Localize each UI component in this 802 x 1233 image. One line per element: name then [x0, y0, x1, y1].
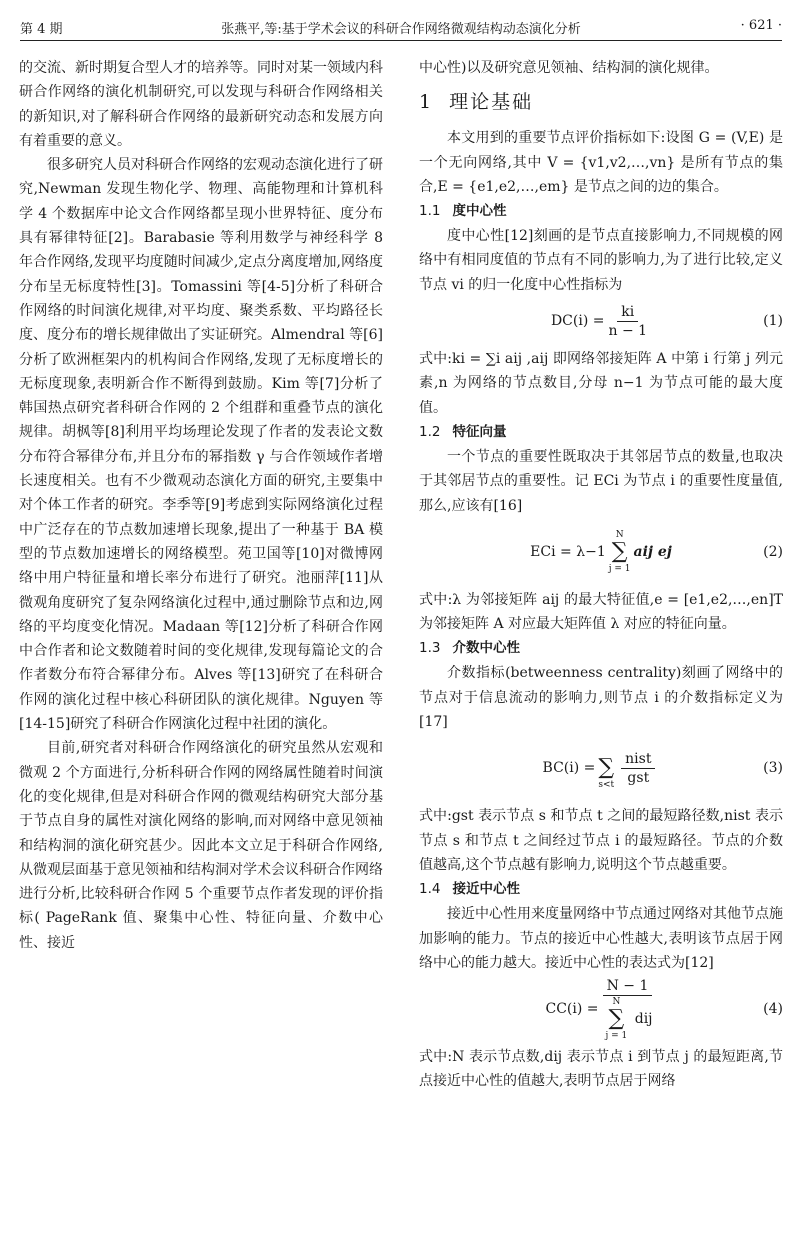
- sum-sign: ∑: [608, 1005, 625, 1031]
- denominator-term: dij: [634, 1010, 653, 1027]
- equation-lhs: ECi = λ−1: [530, 543, 606, 560]
- sum-upper: N: [615, 529, 624, 540]
- section-title: 理论基础: [449, 91, 534, 114]
- sum-sign: ∑: [598, 755, 615, 781]
- subsection-number: 1.1: [419, 203, 441, 220]
- sum-sign: ∑: [611, 538, 628, 564]
- fraction-numerator: ki: [617, 303, 638, 322]
- sum-lower: j = 1: [605, 1030, 628, 1041]
- paragraph: 度中心性[12]刻画的是节点直接影响力,不同规模的网络中有相同度值的节点有不同的影响力,为了进行比较,定义节点 vi 的归一化度中心性指标为: [419, 228, 783, 293]
- paragraph: 式中:ki = ∑i aij ,aij 即网络邻接矩阵 A 中第 i 行第 j 列元素,n 为网络的节点数目,分母 n−1 为节点可能的最大度值。: [419, 351, 783, 416]
- equation-fraction: [608, 303, 647, 340]
- paragraph: 本文用到的重要节点评价指标如下:设图 G = (V,E) 是一个无向网络,其中 V = {v1,v2,…,vn} 是所有节点的集合,E = {e1,e2,…,em} 是节点之间的边的集合。: [419, 130, 783, 195]
- paragraph: 介数指标(betweenness centrality)刻画了网络中的节点对于信息流动的影响力,则节点 i 的介数指标定义为[17]: [419, 665, 783, 731]
- subsection-number: 1.3: [419, 640, 441, 657]
- subsection-number: 1.4: [419, 881, 441, 898]
- running-header: [20, 6, 782, 41]
- paragraph: 式中:N 表示节点数,dij 表示节点 i 到节点 j 的最短距离,节点接近中心性的值越大,表明节点居于网络: [419, 1049, 783, 1090]
- subsection-heading: [419, 637, 783, 660]
- summation: [609, 529, 631, 575]
- section-heading: [419, 86, 783, 118]
- equation-fraction: [621, 750, 655, 787]
- subsection-title: 接近中心性: [452, 881, 520, 898]
- equation-lhs: CC(i) =: [545, 1000, 599, 1017]
- paragraph: 目前,研究者对科研合作网络演化的研究虽然从宏观和微观 2 个方面进行,分析科研合作网的网络属性随着时间演化的变化规律,但是对科研合作网的微观结构研究大部分基于节点自身的属性对演化网络的影响,而对网络中意见领袖和结构洞的演化研究甚少。因此本文立足于科研合作网络,从微观层面基于意见领袖和结构洞对学术会议科研合作网络进行分析,比较科研合作网 5 个重要节点作者发现的评价指标( PageRank 值、聚集中心性、特征向量、介数中心性、接近: [19, 740, 383, 951]
- subsection-heading: [419, 200, 783, 223]
- equation-2: [419, 522, 783, 582]
- right-column: [419, 56, 783, 1094]
- sum-lower: s<t: [598, 780, 615, 791]
- subsection-title: 特征向量: [452, 423, 507, 440]
- paragraph: 式中:gst 表示节点 s 和节点 t 之间的最短路径数,nist 表示节点 s 和节点 t 之间经过节点 i 的最短路径。节点的介数值越高,这个节点越有影响力,说明这个节点越重要。: [419, 808, 783, 873]
- subsection-number: 1.2: [419, 423, 441, 440]
- paragraph: 一个节点的重要性既取决于其邻居节点的数量,也取决于其邻居节点的重要性。记 ECi 为节点 i 的重要性度量值,那么,应该有[16]: [419, 448, 783, 514]
- equation-number: (4): [763, 1000, 783, 1017]
- paragraph: 式中:λ 为邻接矩阵 aij 的最大特征值,e = [e1,e2,…,en]T 为邻接矩阵 A 对应最大矩阵值 λ 对应的特征向量。: [419, 591, 783, 633]
- section-number: 1: [419, 91, 434, 114]
- subsection-title: 度中心性: [452, 203, 507, 220]
- equation-1: [419, 301, 783, 341]
- subsection-heading: [419, 421, 783, 444]
- paragraph: 的交流、新时期复合型人才的培养等。同时对某一领域内科研合作网络的演化机制研究,可以发现与科研合作网络相关的新知识,对了解科研合作网络的最新研究动态和发展方向有着重要的意义。: [19, 60, 383, 149]
- summation: [598, 745, 614, 791]
- sum-lower: j = 1: [608, 563, 631, 574]
- equation-4: [419, 979, 783, 1039]
- equation-number: (1): [763, 312, 783, 329]
- fraction-denominator: gst: [627, 769, 650, 786]
- equation-number: (3): [763, 760, 783, 777]
- equation-lhs: BC(i) =: [542, 760, 596, 777]
- fraction-numerator: N − 1: [603, 977, 653, 996]
- equation-3: [419, 738, 783, 798]
- subsection-heading: [419, 878, 783, 901]
- fraction-numerator: nist: [621, 750, 655, 769]
- subsection-title: 介数中心性: [452, 640, 520, 657]
- fraction-denominator: n − 1: [608, 322, 648, 339]
- paragraph: 接近中心性用来度量网络中节点通过网络对其他节点施加影响的能力。节点的接近中心性越大,表明该节点居于网络中心的能力越大。接近中心性的表达式为[12]: [419, 906, 783, 971]
- summation: [606, 996, 628, 1042]
- paragraph: 很多研究人员对科研合作网络的宏观动态演化进行了研究,Newman 发现生物化学、物理、高能物理和计算机科学 4 个数据库中论文合作网络都呈现小世界特征、度分布具有幂律特征[2]。Barabasie 等利用数学与神经科学 8 年合作网络,发现平均度随时间减少,定点分离度增加,网络度分布呈无标度特性[3]。Tomassini 等[4-5]分析了科研合作网络的时间演化规律,对平均度、聚类系数、平均路径长度、度分布的增长规律做出了实证研究。Almendral 等[6]分析了欧洲框架内的机构间合作网络,发现了无标度增长的无标度现象,表明新合作不断得到鼓励。Kim 等[7]分析了韩国热点研究者科研合作网的 2 个组群和重叠节点的演化规律。胡枫等[8]利用平均场理论发现了作者的发表论文数分布符合幂律分布,并且分布的幂指数 γ 与合作领域作者增长速度相关。也有不少微观动态演化方面的研究,主要集中对个体工作者的研究。李季等[9]考虑到实际网络演化过程中广泛存在的节点数加速增长现象,提出了一种基于 BA 模型的节点数加速增长的网络模型。苑卫国等[10]对微博网络中用户特征量和增长率分布进行了研究。池丽萍[11]从微观角度研究了复杂网络演化过程中,通过删除节点和边,网络的平均度变化情况。Madaan 等[12]分析了科研合作网中合作者和论文数随着时间的变化规律,发现每篇论文的合作者数分布符合幂律分布。Alves 等[13]研究了在科研合作网的演化过程中核心科研团队的演化规律。Nguyen 等[14-15]研究了科研合作网演化过程中社团的演化。: [19, 157, 383, 733]
- paragraph: 中心性)以及研究意见领袖、结构洞的演化规律。: [419, 60, 719, 76]
- equation-lhs: DC(i) =: [550, 312, 605, 329]
- issue-label: 第 4 期: [20, 22, 63, 37]
- fraction-denominator: [603, 996, 653, 1042]
- equation-number: (2): [763, 543, 783, 560]
- running-title: 张燕平,等:基于学术会议的科研合作网络微观结构动态演化分析: [221, 22, 581, 37]
- equation-rhs: aij ej: [633, 543, 672, 560]
- equation-fraction: [603, 977, 653, 1042]
- sum-upper: N: [612, 996, 621, 1007]
- page-number: · 621 ·: [740, 18, 782, 33]
- left-column: [19, 56, 383, 955]
